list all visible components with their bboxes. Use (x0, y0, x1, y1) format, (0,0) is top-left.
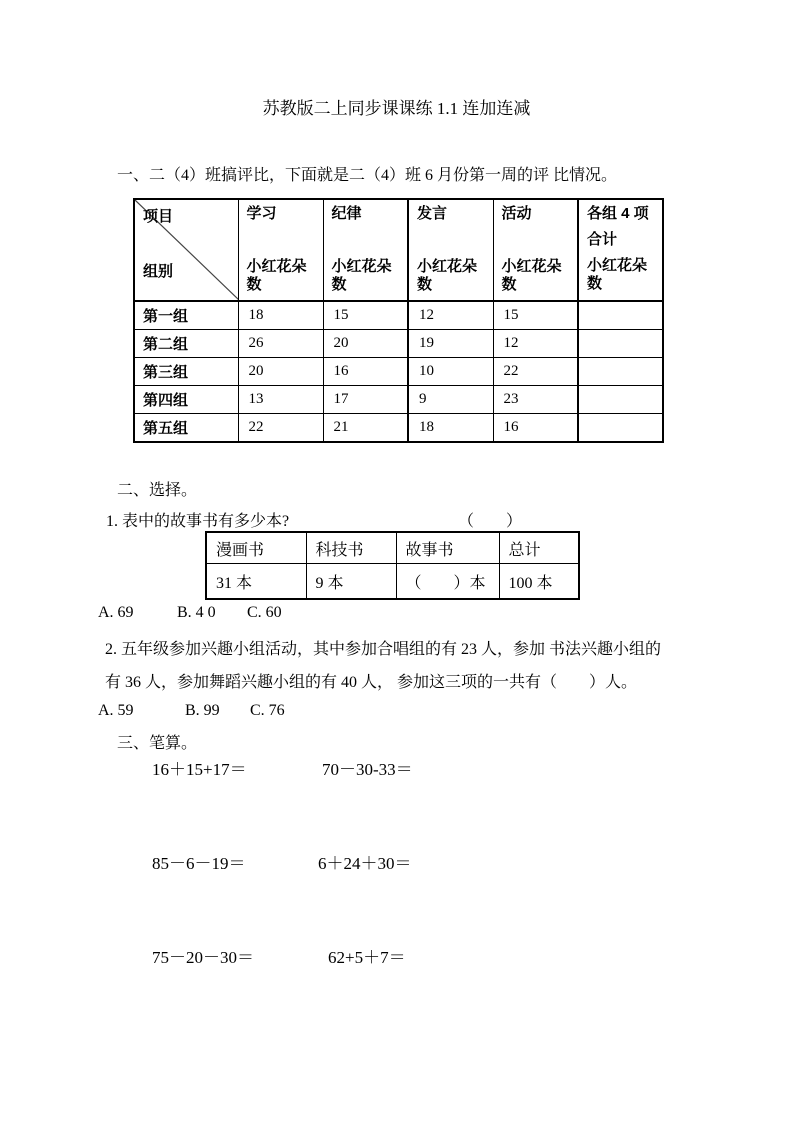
section1-heading: 一、二（4）班搞评比，下面就是二（4）班 6 月份第一周的评 比情况。 (117, 167, 618, 184)
column-title: 各组 4 项 (587, 205, 649, 222)
calc-expression: 16＋15+17＝ (152, 760, 247, 779)
table-cell: 20 (323, 330, 408, 358)
column-header-activity (493, 199, 578, 301)
option-a: A. 59 (98, 702, 134, 719)
section3-heading: 三、笔算。 (117, 735, 198, 752)
table-cell: 19 (408, 330, 493, 358)
calc-row-3 (152, 943, 572, 965)
corner-top-label: 项目 (143, 208, 174, 225)
option-c: C. 60 (247, 604, 282, 621)
table-cell: 16 (493, 414, 578, 443)
table-cell: 16 (323, 358, 408, 386)
question2-line2: 有 36 人，参加舞蹈兴趣小组的有 40 人， 参加这三项的一共有（ ）人。 (105, 674, 638, 691)
calc-expression: 75－20－30＝ (152, 948, 254, 967)
table-cell-empty (578, 414, 663, 443)
table-row-group1 (134, 301, 663, 330)
books-value-story-blank: （ ）本 (396, 564, 499, 600)
books-value-comic: 31 本 (206, 564, 306, 600)
calc-expression: 70－30-33＝ (322, 760, 413, 779)
table-cell: 18 (238, 301, 323, 330)
table-cell-empty (578, 301, 663, 330)
corner-cell (134, 199, 238, 301)
evaluation-table-header-row (134, 199, 663, 301)
corner-bottom-label: 组别 (143, 263, 174, 280)
row-label: 第一组 (134, 301, 238, 330)
books-value-total: 100 本 (499, 564, 579, 600)
books-table-value-row (206, 564, 579, 600)
table-cell: 13 (238, 386, 323, 414)
question1-answer-blank: （ ） (458, 513, 523, 530)
table-cell: 9 (408, 386, 493, 414)
column-subtitle: 小红花朵数 (417, 258, 478, 293)
table-cell: 12 (493, 330, 578, 358)
table-cell-empty (578, 386, 663, 414)
column-subtitle: 小红花朵数 (331, 258, 392, 293)
table-cell: 10 (408, 358, 493, 386)
table-row-group3 (134, 358, 663, 386)
calc-row-1 (152, 755, 572, 777)
question1-text: 1. 表中的故事书有多少本? (106, 513, 290, 530)
books-header-science: 科技书 (306, 532, 396, 564)
column-title: 发言 (417, 205, 448, 222)
column-subtitle: 小红花朵数 (246, 258, 307, 293)
table-cell: 20 (238, 358, 323, 386)
option-b: B. 99 (185, 702, 220, 719)
books-value-science: 9 本 (306, 564, 396, 600)
table-row-group5 (134, 414, 663, 443)
table-row-group2 (134, 330, 663, 358)
column-header-speech (408, 199, 493, 301)
column-title-line2: 合计 (587, 231, 618, 248)
evaluation-table (133, 198, 664, 443)
section2-heading: 二、选择。 (117, 482, 198, 499)
row-label: 第三组 (134, 358, 238, 386)
column-header-total (578, 199, 663, 301)
table-cell: 22 (238, 414, 323, 443)
column-title: 活动 (501, 205, 532, 222)
table-cell: 26 (238, 330, 323, 358)
table-cell: 12 (408, 301, 493, 330)
table-cell: 21 (323, 414, 408, 443)
column-title: 纪律 (331, 205, 362, 222)
column-header-discipline (323, 199, 408, 301)
books-table-header-row (206, 532, 579, 564)
option-b: B. 4 0 (177, 604, 216, 621)
calc-expression: 85－6－19＝ (152, 854, 246, 873)
table-cell: 15 (323, 301, 408, 330)
calc-row-2 (152, 849, 572, 871)
books-table (205, 531, 580, 600)
books-header-comic: 漫画书 (206, 532, 306, 564)
table-cell: 22 (493, 358, 578, 386)
table-cell: 17 (323, 386, 408, 414)
table-cell: 23 (493, 386, 578, 414)
column-header-study (238, 199, 323, 301)
question1-options (98, 604, 378, 624)
calc-expression: 62+5＋7＝ (328, 948, 406, 967)
table-cell: 18 (408, 414, 493, 443)
row-label: 第四组 (134, 386, 238, 414)
books-header-total: 总计 (499, 532, 579, 564)
table-cell-empty (578, 330, 663, 358)
question2-options (98, 702, 378, 722)
table-cell: 15 (493, 301, 578, 330)
column-title: 学习 (246, 205, 277, 222)
page-title: 苏教版二上同步课课练 1.1 连加连减 (262, 99, 531, 118)
option-a: A. 69 (98, 604, 134, 621)
books-header-story: 故事书 (396, 532, 499, 564)
table-row-group4 (134, 386, 663, 414)
column-subtitle: 小红花朵数 (501, 258, 562, 293)
calc-expression: 6＋24＋30＝ (318, 854, 412, 873)
question2-line1: 2. 五年级参加兴趣小组活动，其中参加合唱组的有 23 人，参加 书法兴趣小组的 (105, 641, 662, 658)
table-cell-empty (578, 358, 663, 386)
row-label: 第五组 (134, 414, 238, 443)
option-c: C. 76 (250, 702, 285, 719)
column-subtitle: 小红花朵数 (587, 257, 648, 292)
row-label: 第二组 (134, 330, 238, 358)
